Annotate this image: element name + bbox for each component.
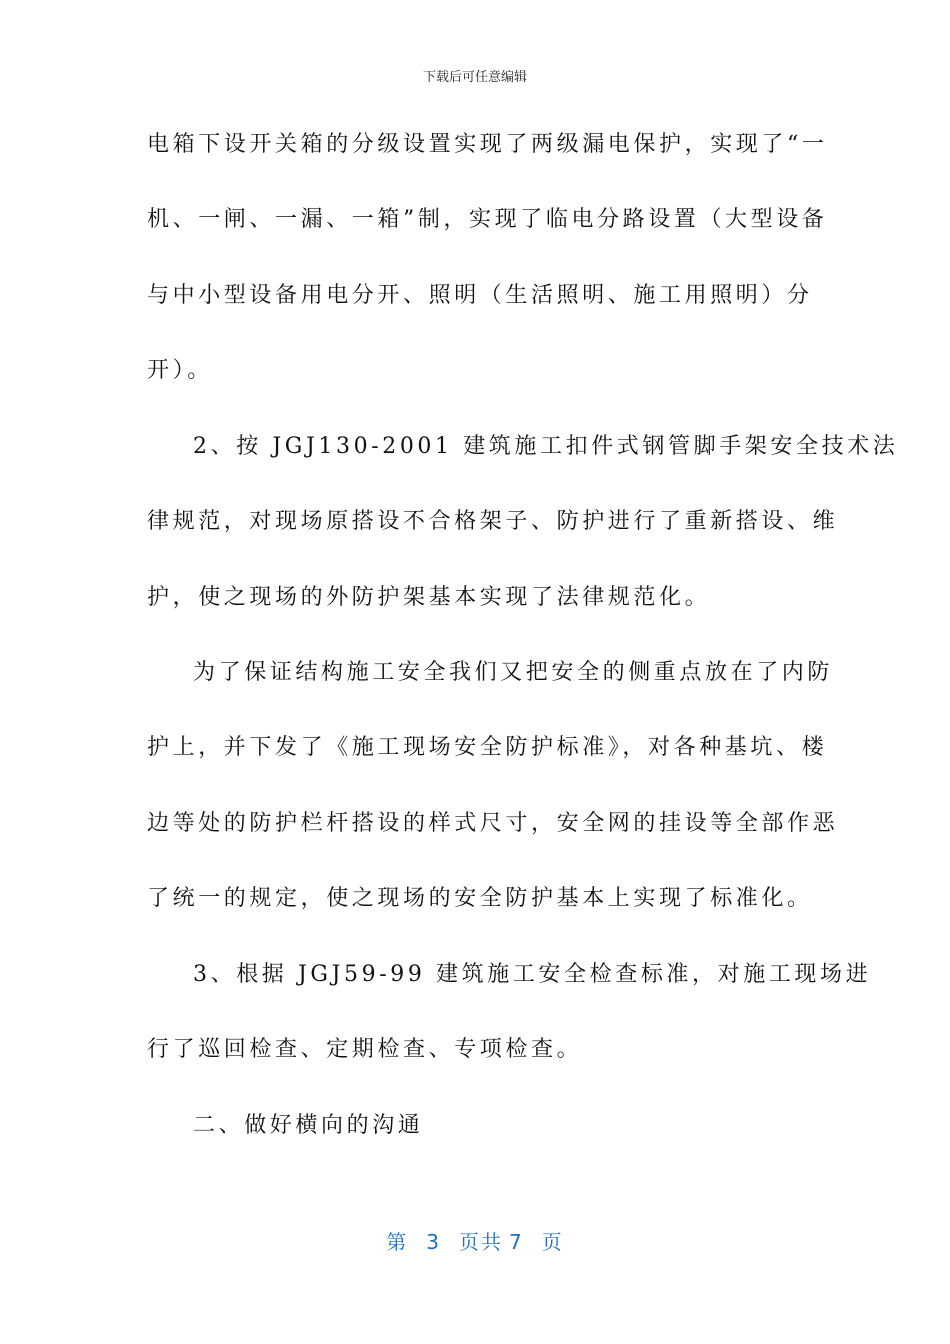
text-line: 3、根据 JGJ59-99 建筑施工安全检查标准，对施工现场进 xyxy=(193,962,872,987)
text-line: 电箱下设开关箱的分级设置实现了两级漏电保护，实现了“一 xyxy=(147,132,828,157)
text-line: 与中小型设备用电分开、照明（生活照明、施工用照明）分 xyxy=(147,283,813,308)
text-line: 律规范，对现场原搭设不合格架子、防护进行了重新搭设、维 xyxy=(147,509,839,534)
text-line: 机、一闸、一漏、一箱”制，实现了临电分路设置（大型设备 xyxy=(147,207,828,232)
text-line: 行了巡回检查、定期检查、专项检查。 xyxy=(147,1037,583,1062)
text-line: 2、按 JGJ130-2001 建筑施工扣件式钢管脚手架安全技术法 xyxy=(193,434,899,459)
text-line: 护上，并下发了《施工现场安全防护标准》，对各种基坑、楼 xyxy=(147,735,828,760)
text-line: 开）。 xyxy=(147,358,213,383)
footer-total-label: 页共 xyxy=(459,1230,503,1254)
text-line: 边等处的防护栏杆搭设的样式尺寸，安全网的挂设等全部作恶 xyxy=(147,811,839,836)
footer-page-label: 第 xyxy=(386,1230,409,1254)
page-footer xyxy=(0,1226,950,1255)
section-heading: 二、做好横向的沟通 xyxy=(193,1113,424,1138)
footer-end-label: 页 xyxy=(541,1230,564,1254)
text-line: 护，使之现场的外防护架基本实现了法律规范化。 xyxy=(147,585,711,610)
page-header: 下载后可任意编辑 xyxy=(422,70,527,85)
text-line: 了统一的规定，使之现场的安全防护基本上实现了标准化。 xyxy=(147,886,813,911)
current-page-number: 3 xyxy=(426,1230,441,1254)
total-pages-number: 7 xyxy=(509,1230,524,1254)
text-line: 为了保证结构施工安全我们又把安全的侧重点放在了内防 xyxy=(193,660,834,685)
